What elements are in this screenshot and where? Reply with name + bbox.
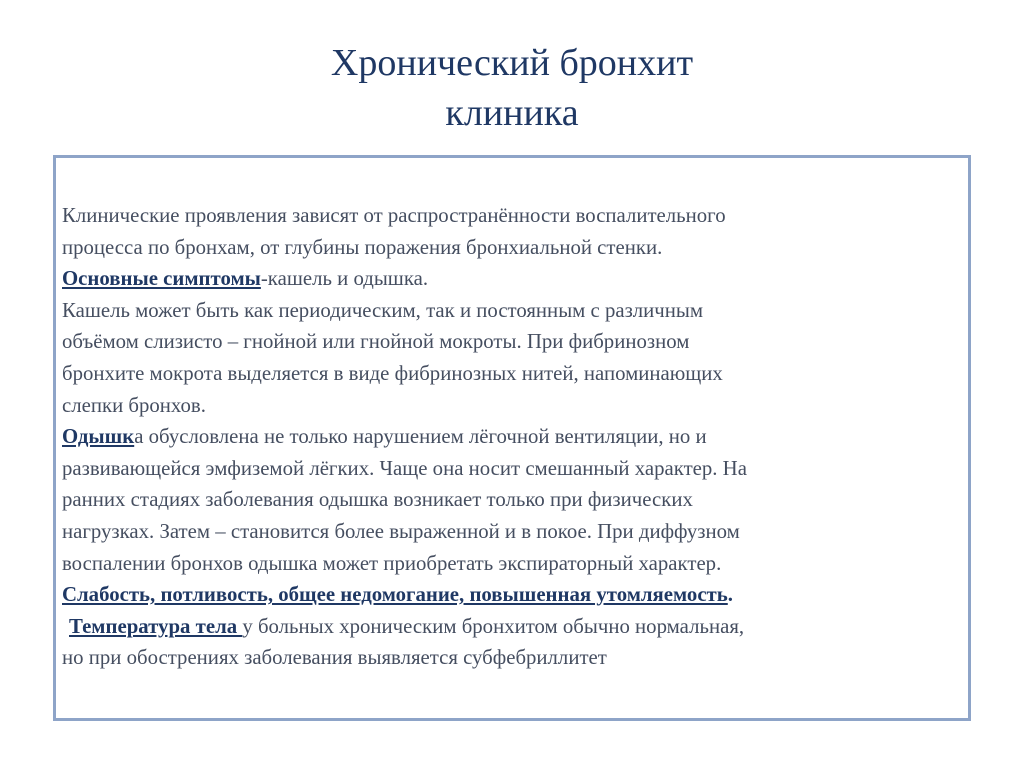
content-body — [62, 200, 962, 674]
weakness-line — [62, 579, 962, 611]
title-line-2: клиника — [445, 92, 579, 134]
dyspnea-heading: Одышк — [62, 425, 135, 449]
cough-line-1: Кашель может быть как периодическим, так и постоянным с различным — [62, 298, 704, 322]
main-symptoms-heading: Основные симптомы — [62, 267, 261, 291]
cough-line-4: слепки бронхов. — [62, 393, 206, 417]
intro-line-1: Клинические проявления зависят от распространённости воспалительного — [62, 204, 726, 227]
weakness-period: . — [727, 583, 733, 607]
title-line-1: Хронический бронхит — [330, 42, 694, 84]
slide-title — [0, 38, 1024, 138]
temperature-heading: Температура тела — [69, 614, 243, 638]
cough-line-3: бронхите мокрота выделяется в виде фибринозных нитей, напоминающих — [62, 361, 723, 385]
cough-line-2: объёмом слизисто – гнойной или гнойной мокроты. При фибринозном — [62, 330, 690, 354]
temperature-text-1: у больных хроническим бронхитом обычно нормальная, — [242, 614, 745, 638]
intro-line-2: процесса по бронхам, от глубины поражения бронхиальной стенки. — [62, 235, 663, 259]
dyspnea-line-1 — [62, 421, 962, 453]
dyspnea-line-3: ранних стадиях заболевания одышка возникает только при физических — [62, 488, 693, 512]
dyspnea-line-4: нагрузках. Затем – становится более выраженной и в покое. При диффузном — [62, 519, 740, 543]
dyspnea-line-5: воспалении бронхов одышка может приобретать экспираторный характер. — [62, 551, 722, 575]
temperature-line-1 — [62, 611, 962, 643]
dyspnea-text-1: а обусловлена не только нарушением лёгочной вентиляции, но и — [134, 425, 707, 449]
dyspnea-line-2: развивающейся эмфиземой лёгких. Чаще она носит смешанный характер. На — [62, 456, 747, 480]
weakness-heading: Слабость, потливость, общее недомогание, повышенная утомляемость — [62, 583, 728, 607]
main-symptoms-line — [62, 263, 962, 295]
temperature-line-2: но при обострениях заболевания выявляется субфебриллитет — [62, 646, 607, 670]
main-symptoms-text: -кашель и одышка. — [260, 267, 429, 291]
